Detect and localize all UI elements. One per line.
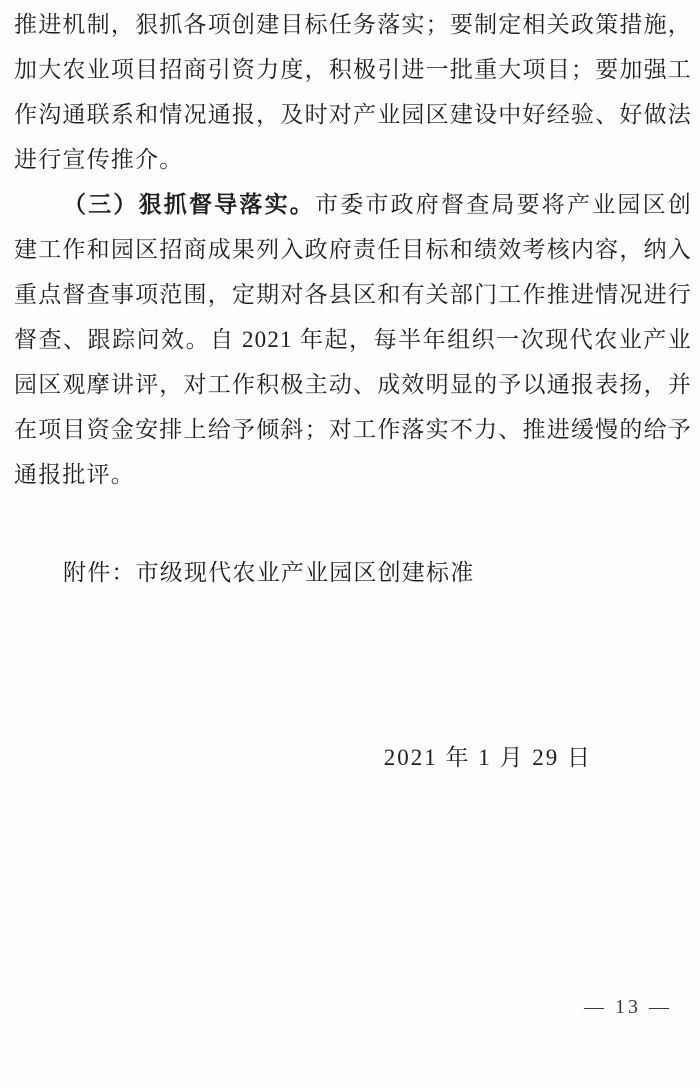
page-number: — 13 — bbox=[584, 996, 672, 1018]
paragraph-continuation: 推进机制，狠抓各项创建目标任务落实；要制定相关政策措施，加大农业项目招商引资力度，积极引进一批重大项目；要加强工作沟通联系和情况通报，及时对产业园区建设中好经验、好做法进行宣传推介。 bbox=[14, 12, 692, 172]
section-body-text: 市委市政府督查局要将产业园区创建工作和园区招商成果列入政府责任目标和绩效考核内容，纳入重点督查事项范围，定期对各县区和有关部门工作推进情况进行督查、跟踪问效。自 2021 年起，每半年组织一次现代农业产业园区观摩讲评，对工作积极主动、成效明显的予以通报表扬，并在项目资金安排上给予倾斜；对工作落实不力、推进缓慢的给予通报批评。 bbox=[14, 192, 692, 487]
section-heading: （三）狠抓督导落实。 bbox=[63, 192, 315, 217]
date-line: 2021 年 1 月 29 日 bbox=[383, 745, 592, 770]
paragraph-section-three bbox=[14, 182, 692, 497]
attachment-line: 附件：市级现代农业产业园区创建标准 bbox=[63, 560, 475, 585]
document-body bbox=[14, 2, 692, 780]
